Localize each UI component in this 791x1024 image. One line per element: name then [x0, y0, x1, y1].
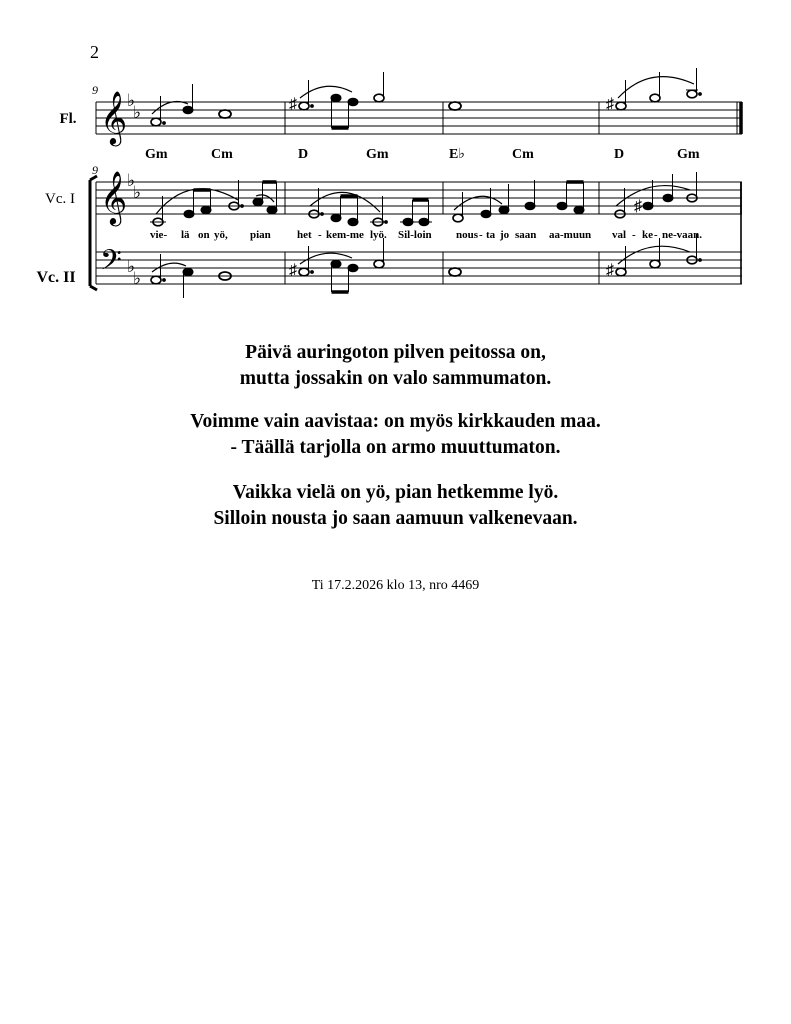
verse-line: mutta jossakin on valo sammumaton. — [239, 368, 552, 389]
page-number: 2 — [90, 42, 99, 62]
lyric: ke — [642, 229, 653, 241]
lyric: Sil-loin — [398, 229, 432, 241]
verse-1 — [0, 340, 791, 392]
key-signature — [127, 91, 141, 122]
svg-text:♯: ♯ — [634, 198, 642, 215]
svg-text:♭: ♭ — [133, 269, 142, 288]
lyric: - — [318, 229, 322, 241]
measure-number: 9 — [92, 83, 98, 97]
chord-symbol: Cm — [211, 147, 233, 162]
lyric: vie- — [150, 229, 168, 241]
vc1-notes — [150, 172, 697, 226]
treble-clef-icon — [100, 91, 127, 146]
verse-line: - Täällä tarjolla on armo muuttumaton. — [230, 437, 561, 458]
svg-text:♭: ♭ — [127, 91, 136, 110]
lyric: het — [297, 229, 312, 241]
chord-symbol: Cm — [512, 147, 534, 162]
vc2-notes — [151, 234, 701, 298]
key-signature — [127, 257, 141, 288]
chord-symbol: E♭ — [449, 147, 465, 162]
lyric: kem-me — [326, 229, 364, 241]
chord-symbol: Gm — [145, 147, 168, 162]
flute-notes — [151, 68, 701, 128]
lyric: val — [612, 229, 627, 241]
verse-line: Voimme vain aavistaa: on myös kirkkauden maa. — [190, 411, 601, 432]
verse-line: Vaikka vielä on yö, pian hetkemme lyö. — [232, 482, 559, 503]
lyric: ta — [486, 229, 496, 241]
verse-line: Päivä auringoton pilven peitossa on, — [245, 342, 546, 363]
verse-2 — [0, 409, 791, 461]
svg-text:𝄢: 𝄢 — [100, 246, 122, 283]
svg-text:𝄞: 𝄞 — [100, 172, 128, 223]
lyric: lä — [181, 229, 190, 241]
lyric: yö, — [214, 229, 228, 241]
svg-text:♭: ♭ — [133, 103, 142, 122]
svg-text:♯: ♯ — [289, 262, 297, 279]
svg-text:♯: ♯ — [606, 96, 614, 113]
lyric: saan — [515, 229, 537, 241]
svg-text:𝄞: 𝄞 — [100, 92, 128, 143]
verse-3 — [0, 480, 791, 532]
music-score — [0, 0, 791, 320]
lyric: nous — [456, 229, 479, 241]
svg-text:♯: ♯ — [606, 262, 614, 279]
chord-symbol: Gm — [366, 147, 389, 162]
footer-date: Ti 17.2.2026 klo 13, nro 4469 — [311, 578, 480, 593]
lyric: pian — [250, 229, 271, 241]
lyric: jo — [500, 229, 510, 241]
treble-clef-icon — [100, 171, 127, 226]
measure-number: 9 — [92, 163, 98, 177]
chord-symbol: D — [614, 147, 625, 162]
svg-text:♭: ♭ — [127, 171, 136, 190]
lyric: ne-vaan. — [662, 229, 703, 241]
lyric: - — [479, 229, 483, 241]
lyrics — [150, 229, 702, 241]
svg-text:♭: ♭ — [133, 183, 142, 202]
lyric: on — [198, 229, 210, 241]
chord-symbols — [145, 147, 700, 162]
staff-label-flute: Fl. — [59, 111, 77, 127]
staff-label-vc1: Vc. I — [45, 191, 75, 207]
bass-clef-icon — [100, 246, 122, 283]
lyric: lyö. — [370, 229, 387, 241]
staff-label-vc2: Vc. II — [36, 269, 76, 286]
chord-symbol: D — [298, 147, 309, 162]
verse-line: Silloin nousta jo saan aamuun valkenevaan. — [213, 508, 578, 529]
chord-symbol: Gm — [677, 147, 700, 162]
svg-text:♯: ♯ — [289, 96, 297, 113]
key-signature — [127, 171, 141, 202]
svg-text:♭: ♭ — [127, 257, 136, 276]
lyric: aa-muun — [549, 229, 592, 241]
lyric: - — [632, 229, 636, 241]
lyric: - — [654, 229, 658, 241]
